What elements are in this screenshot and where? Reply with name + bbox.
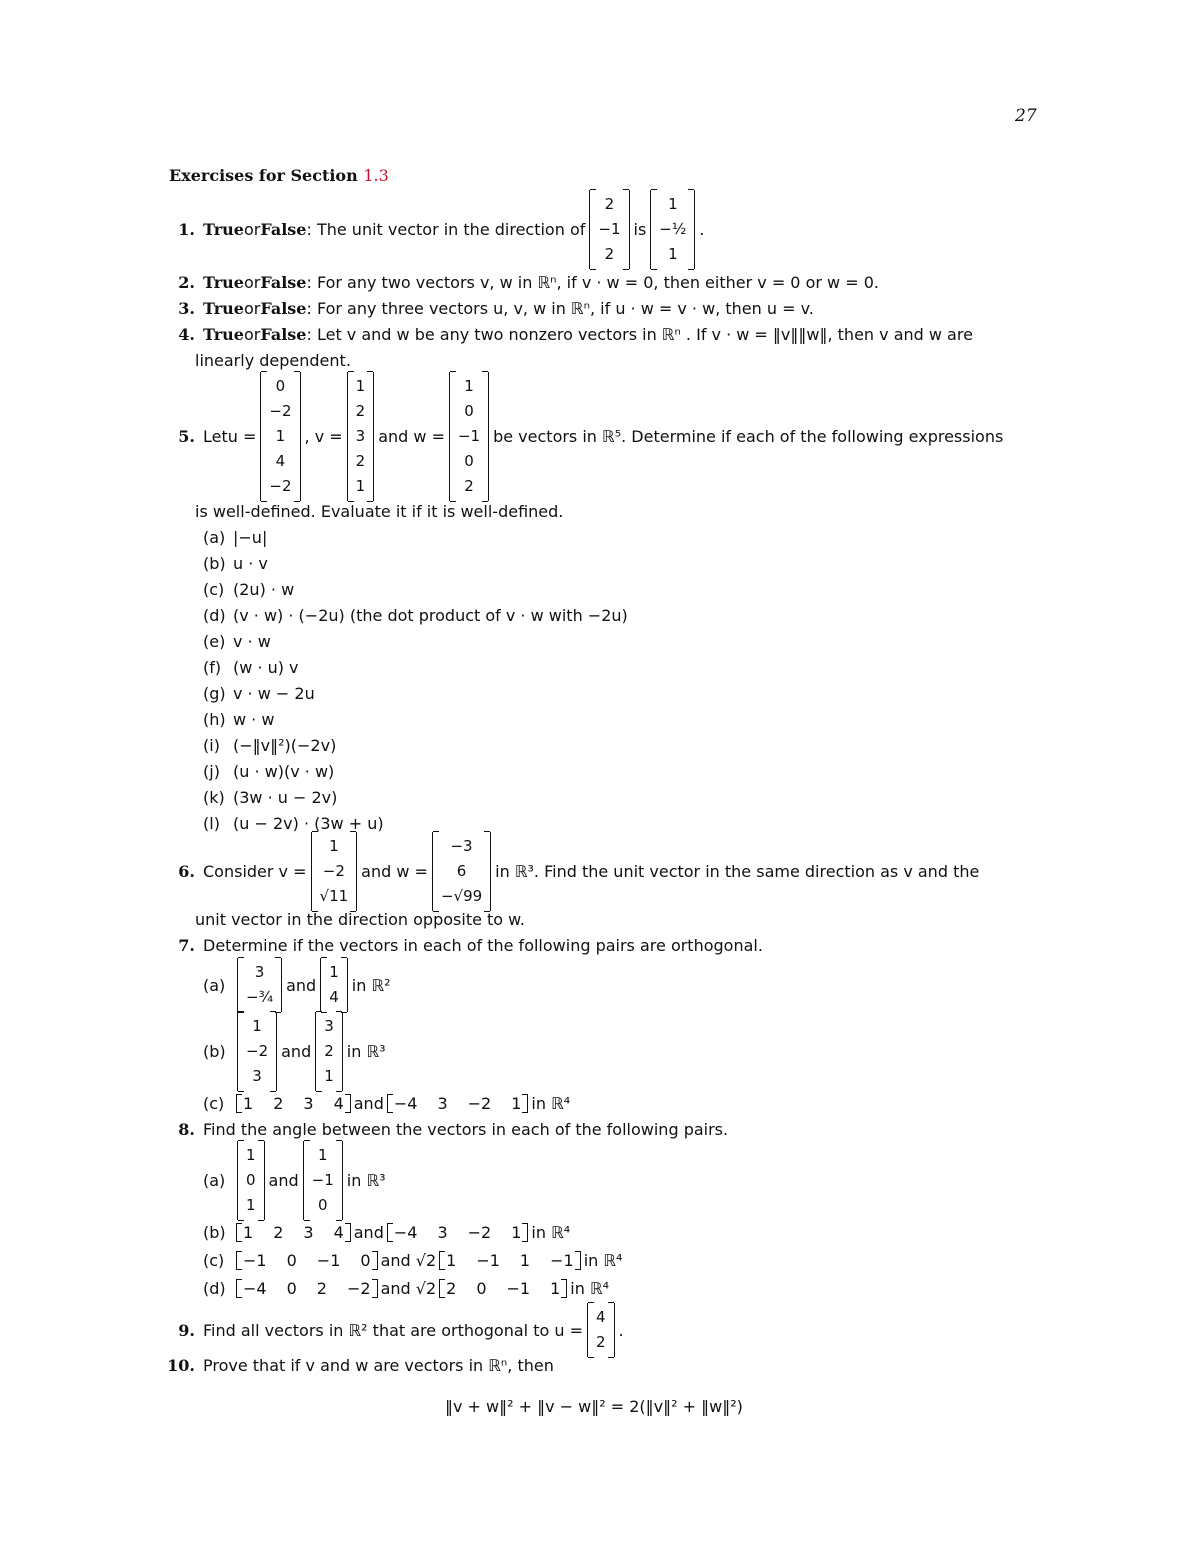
- exercise-text: Determine if the vectors in each of the following pairs are orthogonal.: [203, 936, 763, 955]
- row-entry: 1: [511, 1094, 522, 1113]
- is-label: is: [633, 220, 647, 239]
- false-label: False: [260, 220, 307, 239]
- matrix-entry: 4: [595, 1308, 606, 1326]
- and-label: and: [281, 1042, 312, 1061]
- matrix-entry: 1: [329, 963, 339, 981]
- exercise-number: 7.: [178, 936, 195, 955]
- exercise-9: 9. Find all vectors in ℝ² that are orthogonal to u = 4 2 .: [169, 1303, 624, 1357]
- matrix-entry: 1: [329, 837, 339, 855]
- row-vector: [387, 1223, 529, 1242]
- matrix-entry: 1: [246, 1196, 256, 1214]
- space-label: in ℝ³: [346, 1042, 386, 1061]
- exercise-text: in ℝ³. Find the unit vector in the same direction as v and the: [495, 862, 980, 881]
- exercise-4: [169, 325, 973, 344]
- matrix-entry: 3: [254, 963, 265, 981]
- matrix-entry: 4: [275, 452, 286, 470]
- vector-u-matrix: [587, 1303, 615, 1357]
- exercise-text: be vectors in ℝ⁵. Determine if each of the following expressions: [493, 427, 1004, 446]
- part-label: (d): [203, 606, 226, 625]
- exercise-10: [160, 1356, 554, 1375]
- part-expression: (u − 2v) · (3w + u): [233, 814, 384, 833]
- row-vector: [387, 1094, 529, 1113]
- part-d: [203, 606, 628, 625]
- row-vector: [236, 1251, 378, 1270]
- let-label: Let: [203, 427, 228, 446]
- exercise-8: [169, 1120, 728, 1139]
- exercise-number: 4.: [178, 325, 195, 344]
- space-label: in ℝ⁴: [570, 1279, 610, 1298]
- matrix-entry: 1: [252, 1017, 262, 1035]
- matrix-entry: 1: [464, 377, 474, 395]
- exercise-number: 2.: [178, 273, 195, 292]
- part-8a: [203, 1141, 386, 1220]
- row-entry: −2: [467, 1094, 492, 1113]
- space-label: in ℝ⁴: [583, 1251, 623, 1270]
- part-label: (b): [203, 554, 226, 573]
- part-expression: (u · w)(v · w): [233, 762, 335, 781]
- row-entry: 1: [243, 1223, 254, 1242]
- exercise-number: 9.: [178, 1320, 195, 1340]
- part-label: (a): [203, 1171, 226, 1190]
- exercise-number: 10.: [167, 1356, 195, 1375]
- part-expression: |−u|: [233, 528, 268, 547]
- vector-v-matrix: [311, 832, 358, 911]
- matrix-entry: 4: [329, 988, 339, 1006]
- exercise-text: Find all vectors in ℝ² that are orthogonal to u =: [203, 1320, 583, 1340]
- matrix-entry: 2: [604, 195, 615, 213]
- part-label: (l): [203, 814, 220, 833]
- matrix-entry: 0: [317, 1196, 328, 1214]
- matrix-entry: 1: [355, 377, 366, 395]
- exercise-3: [169, 299, 814, 318]
- true-label: True: [203, 273, 244, 292]
- matrix-entry: 1: [668, 245, 678, 263]
- matrix-entry: −1: [457, 427, 481, 445]
- exercise-5: 5. Let u = 0 −2 1 4 −2 , v = 1 2 3 2 1 and w = 1 0 −1 0 2 be vectors in ℝ⁵. Determine if each of the following expressions: [169, 372, 1003, 501]
- exercise-number: 6.: [178, 862, 195, 881]
- matrix-entry: −3: [450, 837, 473, 855]
- part-label: (f): [203, 658, 222, 677]
- part-expression: (−‖v‖²)(−2v): [233, 736, 337, 755]
- part-expression: u · v: [233, 554, 268, 573]
- space-label: in ℝ⁴: [531, 1223, 571, 1242]
- row-entry: −1: [243, 1251, 267, 1270]
- part-label: (j): [203, 762, 220, 781]
- matrix-entry: 2: [324, 1042, 334, 1060]
- exercise-7: [169, 936, 763, 955]
- matrix-entry: 2: [595, 1333, 606, 1351]
- part-c: [203, 580, 294, 599]
- vector-v-matrix: [589, 190, 629, 269]
- and-label: and √2: [380, 1279, 437, 1298]
- exercise-4-continued: linearly dependent.: [195, 351, 351, 370]
- section-heading: [169, 166, 389, 185]
- part-7a: [203, 958, 391, 1012]
- and-label: and: [353, 1223, 384, 1242]
- part-label: (c): [203, 1251, 225, 1270]
- matrix-entry: 3: [252, 1067, 262, 1085]
- false-label: False: [260, 273, 307, 292]
- row-vector: [439, 1279, 567, 1298]
- part-j: [203, 762, 334, 781]
- matrix-entry: 0: [275, 377, 286, 395]
- part-7b: [203, 1012, 386, 1091]
- matrix: [320, 958, 348, 1012]
- false-label: False: [260, 325, 307, 344]
- exercise-number: 5.: [178, 427, 195, 446]
- and-label: and: [286, 975, 317, 995]
- matrix-entry: −½: [659, 220, 687, 238]
- exercise-text: : For any two vectors v, w in ℝⁿ, if v · w = 0, then either v = 0 or w = 0.: [306, 273, 879, 292]
- matrix-entry: 1: [317, 1146, 328, 1164]
- row-entry: −4: [393, 1094, 418, 1113]
- row-vector: [236, 1094, 351, 1113]
- matrix-entry: 1: [668, 195, 678, 213]
- part-expression: w · w: [233, 710, 275, 729]
- exercise-5-continued: is well-defined. Evaluate it if it is well-defined.: [195, 502, 564, 521]
- part-label: (b): [203, 1042, 226, 1061]
- row-entry: 0: [286, 1251, 297, 1270]
- row-entry: −1: [506, 1279, 531, 1298]
- matrix-entry: −¾: [246, 988, 274, 1006]
- row-entry: 1: [243, 1094, 254, 1113]
- unit-vector-matrix: [650, 190, 695, 269]
- or-label: or: [243, 273, 261, 292]
- true-label: True: [203, 299, 244, 318]
- part-label: (a): [203, 528, 226, 547]
- matrix-entry: −1: [311, 1171, 334, 1189]
- matrix-entry: 3: [355, 427, 366, 445]
- heading-text: Exercises for Section: [169, 166, 364, 185]
- row-entry: 2: [316, 1279, 327, 1298]
- part-label: (k): [203, 788, 225, 807]
- part-expression: (3w · u − 2v): [233, 788, 338, 807]
- part-8b: [203, 1223, 570, 1242]
- exercise-number: 8.: [178, 1120, 195, 1139]
- row-entry: −4: [243, 1279, 267, 1298]
- row-vector: [439, 1251, 581, 1270]
- matrix-entry: 2: [355, 402, 366, 420]
- row-entry: 3: [303, 1223, 314, 1242]
- and-label: and w =: [361, 862, 428, 881]
- page-number: 27: [1015, 106, 1037, 126]
- matrix-entry: 1: [324, 1067, 334, 1085]
- row-entry: 2: [446, 1279, 457, 1298]
- part-f: [203, 658, 299, 677]
- matrix-entry: 0: [464, 402, 474, 420]
- row-entry: 2: [273, 1094, 284, 1113]
- row-entry: 4: [333, 1223, 344, 1242]
- part-7c: [203, 1094, 570, 1113]
- exercise-6: [169, 832, 979, 911]
- vector-w-matrix: [432, 832, 491, 911]
- matrix-entry: 1: [246, 1146, 256, 1164]
- matrix-entry: 6: [456, 862, 467, 880]
- matrix: [237, 958, 282, 1012]
- and-label: and: [353, 1094, 384, 1113]
- vector-w-matrix: [449, 372, 489, 501]
- row-entry: −1: [476, 1251, 500, 1270]
- part-label: (c): [203, 1094, 225, 1113]
- part-a: [203, 528, 267, 547]
- part-expression: (w · u) v: [233, 658, 299, 677]
- row-entry: 4: [333, 1094, 344, 1113]
- part-8d: [203, 1279, 609, 1298]
- true-label: True: [203, 325, 244, 344]
- part-label: (b): [203, 1223, 226, 1242]
- section-link[interactable]: 1.3: [363, 166, 389, 185]
- row-entry: 1: [446, 1251, 457, 1270]
- row-entry: 3: [303, 1094, 314, 1113]
- row-entry: −2: [467, 1223, 492, 1242]
- row-entry: 1: [511, 1223, 522, 1242]
- row-entry: 0: [360, 1251, 371, 1270]
- matrix-entry: −2: [322, 862, 345, 880]
- part-g: [203, 684, 315, 703]
- space-label: in ℝ⁴: [531, 1094, 571, 1113]
- exercise-2: [169, 273, 879, 292]
- true-label: True: [203, 220, 244, 239]
- part-label: (e): [203, 632, 226, 651]
- exercise-text: Find the angle between the vectors in each of the following pairs.: [203, 1120, 729, 1139]
- or-label: or: [243, 299, 261, 318]
- exercise-text: : Let v and w be any two nonzero vectors in ℝⁿ . If v · w = ‖v‖‖w‖, then v and w are: [306, 325, 973, 344]
- matrix-entry: 0: [246, 1171, 256, 1189]
- part-expression: (v · w) · (−2u) (the dot product of v · w with −2u): [233, 606, 628, 625]
- exercise-number: 3.: [178, 299, 195, 318]
- part-label: (g): [203, 684, 226, 703]
- parallelogram-formula: ‖v + w‖² + ‖v − w‖² = 2(‖v‖² + ‖w‖²): [445, 1397, 743, 1416]
- row-entry: −1: [316, 1251, 341, 1270]
- row-entry: 0: [286, 1279, 297, 1298]
- matrix-entry: −2: [269, 477, 292, 495]
- matrix-entry: −√99: [440, 887, 483, 905]
- exercise-text: Prove that if v and w are vectors in ℝⁿ, then: [203, 1356, 554, 1375]
- part-label: (c): [203, 580, 225, 599]
- exercise-1: 1. True or False : The unit vector in the direction of 2 −1 2 is 1 −½ 1 .: [169, 190, 704, 269]
- row-entry: 1: [550, 1279, 561, 1298]
- or-label: or: [243, 325, 261, 344]
- matrix-entry: −2: [246, 1042, 269, 1060]
- part-expression: v · w: [233, 632, 271, 651]
- part-b: [203, 554, 268, 573]
- matrix: [237, 1012, 277, 1091]
- exercise-text: Consider v =: [203, 862, 307, 881]
- row-entry: −2: [346, 1279, 371, 1298]
- part-8c: [203, 1251, 622, 1270]
- part-label: (a): [203, 975, 226, 995]
- vector-v-matrix: [347, 372, 375, 501]
- matrix-entry: 0: [464, 452, 474, 470]
- and-label: and √2: [380, 1251, 437, 1270]
- part-label: (d): [203, 1279, 226, 1298]
- row-entry: 1: [519, 1251, 531, 1270]
- exercise-number: 1.: [178, 220, 195, 239]
- row-vector: [236, 1279, 378, 1298]
- vector-u-matrix: [260, 372, 300, 501]
- matrix: [315, 1012, 343, 1091]
- matrix-entry: −2: [269, 402, 292, 420]
- part-expression: (2u) · w: [233, 580, 295, 599]
- part-label: (h): [203, 710, 226, 729]
- or-label: or: [243, 220, 261, 239]
- and-label: and: [268, 1171, 299, 1190]
- matrix: [237, 1141, 265, 1220]
- matrix: [303, 1141, 343, 1220]
- matrix-entry: 2: [464, 477, 474, 495]
- matrix-entry: −1: [598, 220, 621, 238]
- space-label: in ℝ³: [346, 1171, 386, 1190]
- row-vector: [236, 1223, 351, 1242]
- matrix-entry: 1: [355, 477, 366, 495]
- part-h: [203, 710, 274, 729]
- part-l: [203, 814, 384, 833]
- matrix-entry: 1: [275, 427, 286, 445]
- matrix-entry: 2: [355, 452, 366, 470]
- row-entry: 0: [476, 1279, 487, 1298]
- matrix-entry: 2: [604, 245, 615, 263]
- matrix-entry: 3: [324, 1017, 334, 1035]
- row-entry: 3: [437, 1094, 448, 1113]
- false-label: False: [260, 299, 307, 318]
- row-entry: −4: [393, 1223, 418, 1242]
- exercise-text: : The unit vector in the direction of: [306, 220, 586, 239]
- space-label: in ℝ²: [351, 975, 391, 995]
- part-i: [203, 736, 336, 755]
- matrix-entry: √11: [319, 887, 349, 905]
- part-expression: v · w − 2u: [233, 684, 315, 703]
- exercise-6-continued: unit vector in the direction opposite to w.: [195, 910, 525, 929]
- part-e: [203, 632, 271, 651]
- row-entry: −1: [550, 1251, 574, 1270]
- part-k: [203, 788, 337, 807]
- row-entry: 2: [273, 1223, 284, 1242]
- part-label: (i): [203, 736, 220, 755]
- row-entry: 3: [437, 1223, 448, 1242]
- exercise-text: : For any three vectors u, v, w in ℝⁿ, if u · w = v · w, then u = v.: [306, 299, 814, 318]
